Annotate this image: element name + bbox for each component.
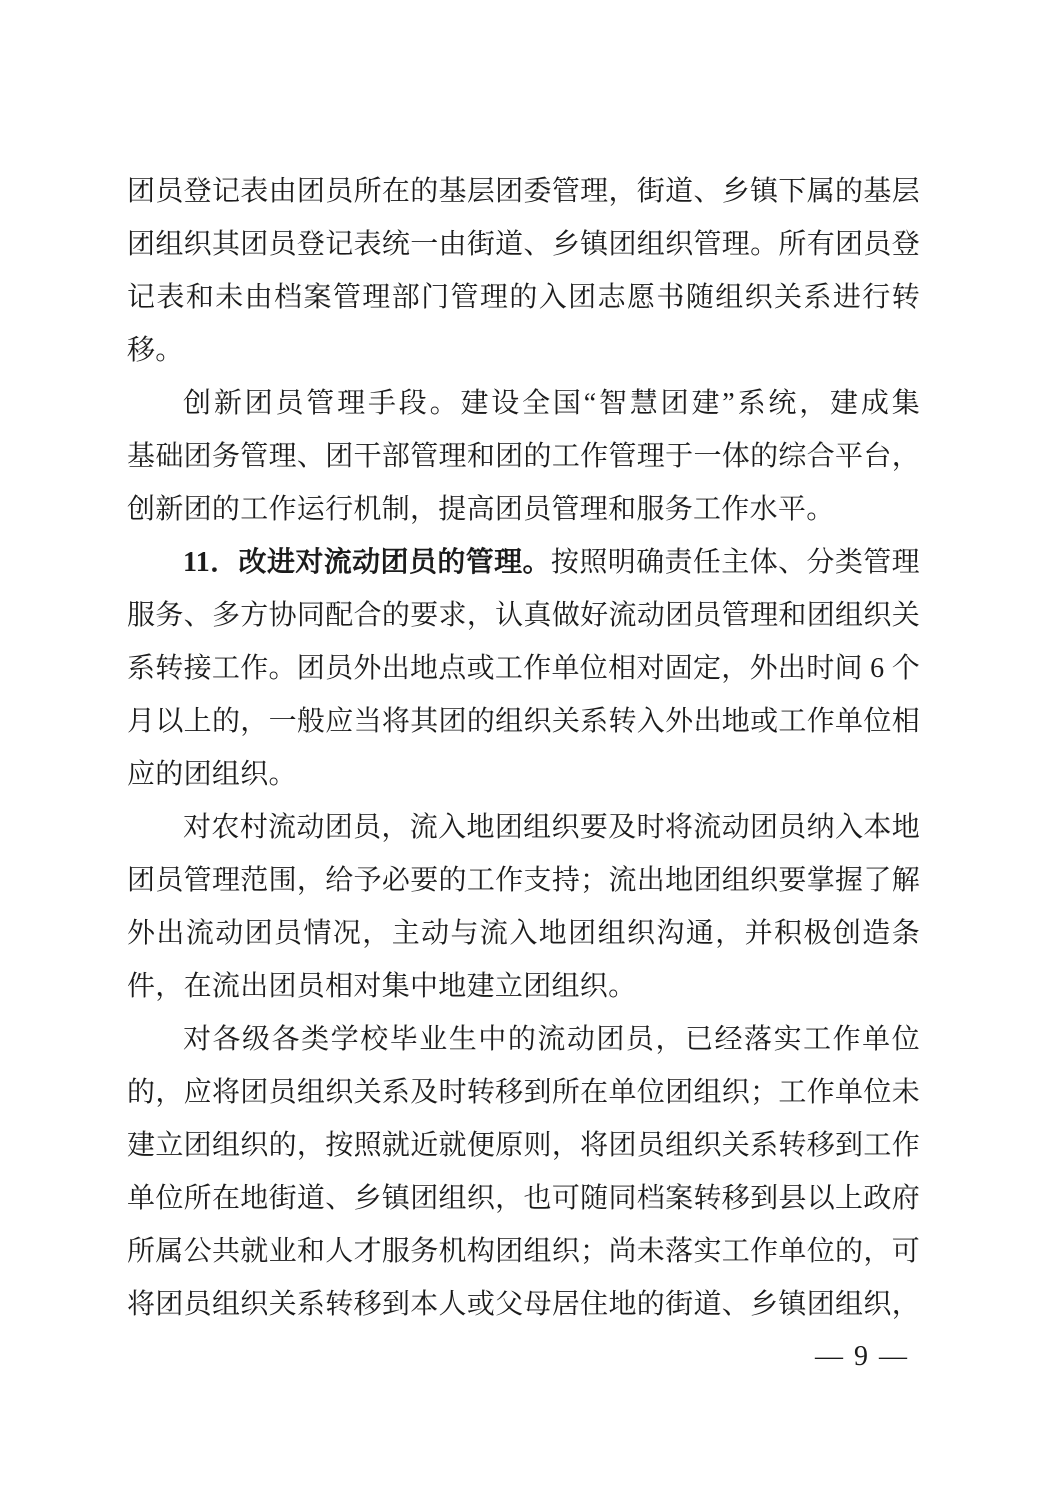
text-segment: 对各级各类学校毕业生中的流动团员，已经落实工作单位 (183, 1024, 920, 1055)
text-line (127, 1013, 920, 1066)
text-line (127, 1066, 920, 1119)
text-line (127, 748, 920, 801)
text-line (127, 324, 920, 377)
text-segment: 创新团的工作运行机制，提高团员管理和服务工作水平。 (127, 494, 835, 525)
text-line (127, 907, 920, 960)
text-line (127, 854, 920, 907)
section-heading-segment: 11．改进对流动团员的管理。 (183, 547, 551, 578)
text-segment: 件，在流出团员相对集中地建立团组织。 (127, 971, 637, 1002)
text-line (127, 377, 920, 430)
text-segment: 的，应将团员组织关系及时转移到所在单位团组织；工作单位未 (127, 1077, 920, 1108)
text-segment: 建立团组织的，按照就近就便原则，将团员组织关系转移到工作 (127, 1130, 920, 1161)
text-segment: 所属公共就业和人才服务机构团组织；尚未落实工作单位的，可 (127, 1236, 920, 1267)
text-line (127, 430, 920, 483)
document-body (127, 165, 920, 1331)
text-line (127, 801, 920, 854)
text-segment: 团组织其团员登记表统一由街道、乡镇团组织管理。所有团员登 (127, 229, 920, 260)
text-line (127, 589, 920, 642)
text-segment: 将团员组织关系转移到本人或父母居住地的街道、乡镇团组织， (127, 1289, 920, 1320)
text-segment: 外出流动团员情况，主动与流入地团组织沟通，并积极创造条 (127, 918, 920, 949)
text-segment: 创新团员管理手段。建设全国“智慧团建”系统，建成集 (183, 388, 920, 419)
text-segment: 移。 (127, 335, 184, 366)
page-number: — 9 — (815, 1341, 909, 1372)
text-segment: 团员登记表由团员所在的基层团委管理，街道、乡镇下属的基层 (127, 176, 920, 207)
text-line (127, 642, 920, 695)
text-segment: 对农村流动团员，流入地团组织要及时将流动团员纳入本地 (183, 812, 920, 843)
text-line (127, 271, 920, 324)
text-line (127, 1225, 920, 1278)
text-segment: 按照明确责任主体、分类管理 (550, 547, 920, 578)
text-segment: 系转接工作。团员外出地点或工作单位相对固定，外出时间 6 个 (127, 653, 921, 684)
text-segment: 基础团务管理、团干部管理和团的工作管理于一体的综合平台， (127, 441, 920, 472)
text-line (127, 695, 920, 748)
text-segment: 应的团组织。 (127, 759, 297, 790)
text-line (127, 218, 920, 271)
text-segment: 记表和未由档案管理部门管理的入团志愿书随组织关系进行转 (127, 282, 920, 313)
text-line (127, 483, 920, 536)
text-line (127, 165, 920, 218)
text-line (127, 960, 920, 1013)
text-segment: 团员管理范围，给予必要的工作支持；流出地团组织要掌握了解 (127, 865, 920, 896)
text-line (127, 1119, 920, 1172)
text-line (127, 1278, 920, 1331)
text-segment: 单位所在地街道、乡镇团组织，也可随同档案转移到县以上政府 (127, 1183, 920, 1214)
text-line (127, 536, 920, 589)
text-segment: 服务、多方协同配合的要求，认真做好流动团员管理和团组织关 (127, 600, 920, 631)
text-segment: 月以上的，一般应当将其团的组织关系转入外出地或工作单位相 (127, 706, 920, 737)
text-line (127, 1172, 920, 1225)
